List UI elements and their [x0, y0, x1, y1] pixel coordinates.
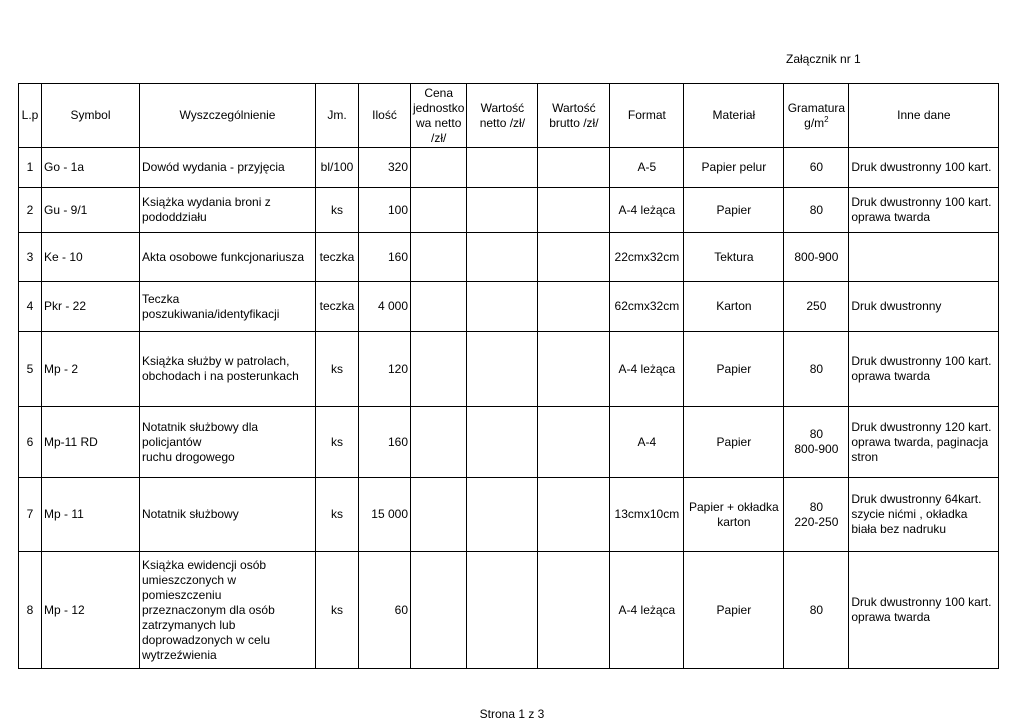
cell-net-value [467, 188, 538, 233]
cell-lp: 7 [19, 478, 42, 552]
cell-grammage: 80 [784, 552, 849, 669]
table-row [19, 188, 999, 233]
cell-quantity: 4 000 [359, 282, 411, 332]
cell-unit-price [411, 332, 467, 407]
cell-unit: teczka [316, 233, 359, 282]
cell-grammage: 80 220-250 [784, 478, 849, 552]
cell-gross-value [538, 407, 610, 478]
col-header-other: Inne dane [849, 84, 999, 148]
cell-format: 62cmx32cm [610, 282, 684, 332]
cell-unit: ks [316, 478, 359, 552]
cell-grammage: 80 [784, 332, 849, 407]
cell-other: Druk dwustronny [849, 282, 999, 332]
cell-material: Karton [684, 282, 784, 332]
cell-lp: 1 [19, 148, 42, 188]
cell-unit: bl/100 [316, 148, 359, 188]
cell-format: 22cmx32cm [610, 233, 684, 282]
cell-description: Akta osobowe funkcjonariusza [140, 233, 316, 282]
cell-gross-value [538, 233, 610, 282]
cell-grammage: 800-900 [784, 233, 849, 282]
col-header-net-value: Wartość netto /zł/ [467, 84, 538, 148]
cell-grammage: 60 [784, 148, 849, 188]
cell-other: Druk dwustronny 64kart. szycie nićmi , okładka biała bez nadruku [849, 478, 999, 552]
cell-format: A-4 leżąca [610, 552, 684, 669]
cell-grammage: 80 [784, 188, 849, 233]
col-header-description: Wyszczególnienie [140, 84, 316, 148]
table-header-row [19, 84, 999, 148]
cell-description: Notatnik służbowy [140, 478, 316, 552]
cell-description: Książka ewidencji osób umieszczonych w pomieszczeniu przeznaczonym dla osób zatrzymanych lub doprowadzonych w celu wytrzeźwienia [140, 552, 316, 669]
cell-format: 13cmx10cm [610, 478, 684, 552]
col-header-gross-value: Wartość brutto /zł/ [538, 84, 610, 148]
grammage-exponent: 2 [824, 114, 829, 124]
cell-quantity: 160 [359, 233, 411, 282]
table-row [19, 332, 999, 407]
cell-unit-price [411, 407, 467, 478]
cell-grammage: 80 800-900 [784, 407, 849, 478]
cell-unit-price [411, 148, 467, 188]
table-row [19, 478, 999, 552]
cell-unit-price [411, 478, 467, 552]
col-header-format: Format [610, 84, 684, 148]
attachment-label: Załącznik nr 1 [786, 52, 861, 66]
table-row [19, 407, 999, 478]
page-number: Strona 1 z 3 [479, 707, 545, 721]
cell-other: Druk dwustronny 100 kart. oprawa twarda [849, 552, 999, 669]
cell-symbol: Mp - 12 [42, 552, 140, 669]
cell-symbol: Ke - 10 [42, 233, 140, 282]
cell-material: Papier [684, 332, 784, 407]
cell-unit: ks [316, 407, 359, 478]
cell-material: Papier + okładka karton [684, 478, 784, 552]
col-header-grammage [784, 84, 849, 148]
cell-quantity: 60 [359, 552, 411, 669]
cell-format: A-4 leżąca [610, 332, 684, 407]
col-header-unit-price: Cena jednostko wa netto /zł/ [411, 84, 467, 148]
cell-lp: 5 [19, 332, 42, 407]
cell-unit: ks [316, 188, 359, 233]
cell-unit: ks [316, 332, 359, 407]
cell-unit-price [411, 552, 467, 669]
cell-quantity: 120 [359, 332, 411, 407]
cell-gross-value [538, 282, 610, 332]
cell-material: Papier [684, 407, 784, 478]
col-header-lp: L.p [19, 84, 42, 148]
cell-net-value [467, 552, 538, 669]
cell-format: A-5 [610, 148, 684, 188]
cell-description: Teczka poszukiwania/identyfikacji [140, 282, 316, 332]
cell-quantity: 15 000 [359, 478, 411, 552]
cell-net-value [467, 478, 538, 552]
table-body [19, 148, 999, 669]
cell-format: A-4 [610, 407, 684, 478]
cell-material: Tektura [684, 233, 784, 282]
table-row [19, 233, 999, 282]
cell-net-value [467, 332, 538, 407]
cell-symbol: Gu - 9/1 [42, 188, 140, 233]
cell-other: Druk dwustronny 100 kart. [849, 148, 999, 188]
items-table [18, 83, 999, 669]
cell-material: Papier [684, 188, 784, 233]
cell-symbol: Mp - 2 [42, 332, 140, 407]
cell-other: Druk dwustronny 100 kart. oprawa twarda [849, 332, 999, 407]
cell-unit-price [411, 282, 467, 332]
cell-description: Książka służby w patrolach, obchodach i na posterunkach [140, 332, 316, 407]
cell-net-value [467, 233, 538, 282]
cell-quantity: 100 [359, 188, 411, 233]
grammage-unit: g/m [804, 115, 825, 130]
cell-lp: 2 [19, 188, 42, 233]
table-row [19, 148, 999, 188]
cell-other [849, 233, 999, 282]
col-header-unit: Jm. [316, 84, 359, 148]
cell-grammage: 250 [784, 282, 849, 332]
table-row [19, 552, 999, 669]
cell-net-value [467, 282, 538, 332]
cell-lp: 8 [19, 552, 42, 669]
cell-lp: 3 [19, 233, 42, 282]
cell-material: Papier pelur [684, 148, 784, 188]
cell-lp: 6 [19, 407, 42, 478]
col-header-quantity: Ilość [359, 84, 411, 148]
table-row [19, 282, 999, 332]
cell-symbol: Go - 1a [42, 148, 140, 188]
cell-symbol: Mp-11 RD [42, 407, 140, 478]
grammage-label: Gramatura [787, 100, 846, 115]
cell-unit: teczka [316, 282, 359, 332]
cell-quantity: 160 [359, 407, 411, 478]
cell-net-value [467, 148, 538, 188]
cell-gross-value [538, 478, 610, 552]
col-header-symbol: Symbol [42, 84, 140, 148]
cell-format: A-4 leżąca [610, 188, 684, 233]
cell-unit-price [411, 188, 467, 233]
cell-symbol: Pkr - 22 [42, 282, 140, 332]
cell-gross-value [538, 188, 610, 233]
cell-description: Notatnik służbowy dla policjantów ruchu drogowego [140, 407, 316, 478]
cell-gross-value [538, 332, 610, 407]
cell-other: Druk dwustronny 120 kart. oprawa twarda, paginacja stron [849, 407, 999, 478]
cell-lp: 4 [19, 282, 42, 332]
cell-unit: ks [316, 552, 359, 669]
cell-net-value [467, 407, 538, 478]
cell-gross-value [538, 552, 610, 669]
cell-gross-value [538, 148, 610, 188]
cell-material: Papier [684, 552, 784, 669]
cell-unit-price [411, 233, 467, 282]
col-header-material: Materiał [684, 84, 784, 148]
cell-description: Książka wydania broni z pododdziału [140, 188, 316, 233]
cell-other: Druk dwustronny 100 kart. oprawa twarda [849, 188, 999, 233]
cell-description: Dowód wydania - przyjęcia [140, 148, 316, 188]
cell-symbol: Mp - 11 [42, 478, 140, 552]
cell-quantity: 320 [359, 148, 411, 188]
